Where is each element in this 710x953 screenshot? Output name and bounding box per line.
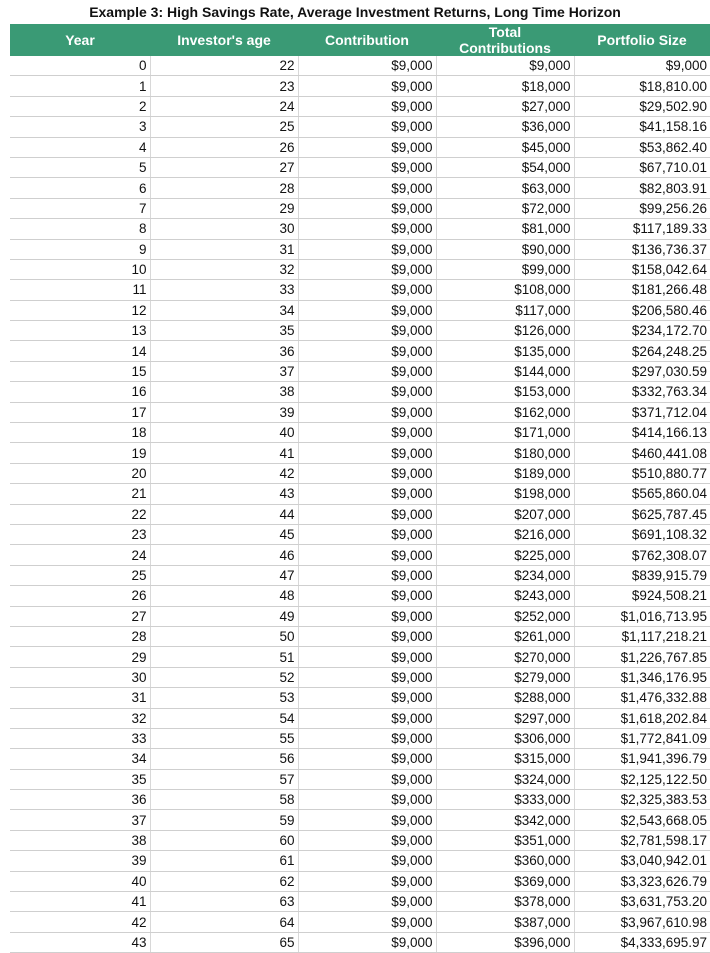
cell-portfolio-size: $53,862.40 (574, 137, 710, 157)
header-total-contributions: Total Contributions (436, 24, 574, 56)
cell-investor-age: 48 (150, 586, 298, 606)
table-row (10, 688, 710, 708)
cell-investor-age: 46 (150, 545, 298, 565)
cell-total-contributions: $135,000 (436, 341, 574, 361)
table-header (10, 24, 710, 56)
cell-contribution: $9,000 (298, 402, 436, 422)
cell-year: 18 (10, 423, 150, 443)
cell-investor-age: 65 (150, 932, 298, 952)
cell-investor-age: 27 (150, 157, 298, 177)
cell-contribution: $9,000 (298, 382, 436, 402)
table-row (10, 137, 710, 157)
cell-contribution: $9,000 (298, 830, 436, 850)
cell-total-contributions: $99,000 (436, 259, 574, 279)
cell-year: 20 (10, 463, 150, 483)
cell-total-contributions: $153,000 (436, 382, 574, 402)
table-row (10, 830, 710, 850)
cell-investor-age: 62 (150, 871, 298, 891)
cell-investor-age: 58 (150, 790, 298, 810)
cell-year: 13 (10, 321, 150, 341)
table-row (10, 361, 710, 381)
cell-year: 3 (10, 117, 150, 137)
cell-total-contributions: $324,000 (436, 769, 574, 789)
cell-portfolio-size: $414,166.13 (574, 423, 710, 443)
cell-total-contributions: $180,000 (436, 443, 574, 463)
table-row (10, 341, 710, 361)
cell-investor-age: 42 (150, 463, 298, 483)
cell-investor-age: 51 (150, 647, 298, 667)
cell-total-contributions: $279,000 (436, 667, 574, 687)
cell-contribution: $9,000 (298, 728, 436, 748)
cell-investor-age: 22 (150, 56, 298, 76)
cell-portfolio-size: $18,810.00 (574, 76, 710, 96)
table-row (10, 708, 710, 728)
header-year: Year (10, 24, 150, 56)
cell-investor-age: 28 (150, 178, 298, 198)
table-row (10, 443, 710, 463)
cell-year: 42 (10, 912, 150, 932)
cell-year: 25 (10, 565, 150, 585)
header-investor-age: Investor's age (150, 24, 298, 56)
cell-year: 14 (10, 341, 150, 361)
cell-total-contributions: $261,000 (436, 626, 574, 646)
cell-investor-age: 53 (150, 688, 298, 708)
cell-portfolio-size: $1,117,218.21 (574, 626, 710, 646)
cell-investor-age: 30 (150, 219, 298, 239)
cell-contribution: $9,000 (298, 259, 436, 279)
cell-contribution: $9,000 (298, 504, 436, 524)
cell-investor-age: 36 (150, 341, 298, 361)
cell-investor-age: 56 (150, 749, 298, 769)
cell-year: 39 (10, 851, 150, 871)
table-row (10, 851, 710, 871)
cell-investor-age: 33 (150, 280, 298, 300)
cell-portfolio-size: $82,803.91 (574, 178, 710, 198)
cell-total-contributions: $270,000 (436, 647, 574, 667)
cell-total-contributions: $252,000 (436, 606, 574, 626)
cell-portfolio-size: $158,042.64 (574, 259, 710, 279)
table-title: Example 3: High Savings Rate, Average Investment Returns, Long Time Horizon (89, 4, 621, 20)
cell-total-contributions: $315,000 (436, 749, 574, 769)
cell-portfolio-size: $234,172.70 (574, 321, 710, 341)
cell-total-contributions: $216,000 (436, 524, 574, 544)
cell-investor-age: 23 (150, 76, 298, 96)
cell-portfolio-size: $41,158.16 (574, 117, 710, 137)
table-row (10, 178, 710, 198)
table-row (10, 56, 710, 76)
cell-contribution: $9,000 (298, 219, 436, 239)
cell-year: 8 (10, 219, 150, 239)
table-row (10, 463, 710, 483)
table-row (10, 423, 710, 443)
cell-contribution: $9,000 (298, 137, 436, 157)
cell-year: 34 (10, 749, 150, 769)
table-row (10, 76, 710, 96)
cell-total-contributions: $297,000 (436, 708, 574, 728)
cell-total-contributions: $117,000 (436, 300, 574, 320)
cell-investor-age: 44 (150, 504, 298, 524)
table-row (10, 198, 710, 218)
cell-investor-age: 39 (150, 402, 298, 422)
cell-portfolio-size: $3,967,610.98 (574, 912, 710, 932)
cell-year: 29 (10, 647, 150, 667)
cell-portfolio-size: $3,040,942.01 (574, 851, 710, 871)
cell-year: 15 (10, 361, 150, 381)
cell-portfolio-size: $1,941,396.79 (574, 749, 710, 769)
cell-investor-age: 31 (150, 239, 298, 259)
cell-portfolio-size: $4,333,695.97 (574, 932, 710, 952)
cell-total-contributions: $369,000 (436, 871, 574, 891)
table-row (10, 259, 710, 279)
cell-contribution: $9,000 (298, 198, 436, 218)
cell-portfolio-size: $3,631,753.20 (574, 892, 710, 912)
cell-investor-age: 60 (150, 830, 298, 850)
cell-total-contributions: $189,000 (436, 463, 574, 483)
cell-year: 35 (10, 769, 150, 789)
cell-total-contributions: $9,000 (436, 56, 574, 76)
table-row (10, 667, 710, 687)
cell-year: 6 (10, 178, 150, 198)
cell-total-contributions: $234,000 (436, 565, 574, 585)
cell-investor-age: 38 (150, 382, 298, 402)
cell-year: 38 (10, 830, 150, 850)
cell-contribution: $9,000 (298, 708, 436, 728)
cell-contribution: $9,000 (298, 56, 436, 76)
cell-investor-age: 29 (150, 198, 298, 218)
cell-contribution: $9,000 (298, 341, 436, 361)
table-row (10, 647, 710, 667)
table-row (10, 912, 710, 932)
cell-investor-age: 52 (150, 667, 298, 687)
cell-year: 33 (10, 728, 150, 748)
cell-contribution: $9,000 (298, 749, 436, 769)
table-row (10, 382, 710, 402)
cell-portfolio-size: $117,189.33 (574, 219, 710, 239)
cell-year: 7 (10, 198, 150, 218)
cell-year: 16 (10, 382, 150, 402)
cell-total-contributions: $225,000 (436, 545, 574, 565)
cell-total-contributions: $342,000 (436, 810, 574, 830)
cell-investor-age: 54 (150, 708, 298, 728)
cell-total-contributions: $360,000 (436, 851, 574, 871)
cell-total-contributions: $396,000 (436, 932, 574, 952)
cell-portfolio-size: $1,016,713.95 (574, 606, 710, 626)
cell-investor-age: 59 (150, 810, 298, 830)
table-row (10, 606, 710, 626)
cell-year: 36 (10, 790, 150, 810)
cell-total-contributions: $162,000 (436, 402, 574, 422)
cell-investor-age: 43 (150, 484, 298, 504)
cell-portfolio-size: $762,308.07 (574, 545, 710, 565)
cell-year: 0 (10, 56, 150, 76)
table-row (10, 219, 710, 239)
cell-year: 19 (10, 443, 150, 463)
cell-portfolio-size: $29,502.90 (574, 96, 710, 116)
cell-contribution: $9,000 (298, 96, 436, 116)
cell-total-contributions: $45,000 (436, 137, 574, 157)
cell-year: 41 (10, 892, 150, 912)
cell-total-contributions: $171,000 (436, 423, 574, 443)
cell-year: 10 (10, 259, 150, 279)
cell-total-contributions: $243,000 (436, 586, 574, 606)
cell-investor-age: 41 (150, 443, 298, 463)
cell-portfolio-size: $1,772,841.09 (574, 728, 710, 748)
cell-portfolio-size: $2,781,598.17 (574, 830, 710, 850)
cell-portfolio-size: $1,618,202.84 (574, 708, 710, 728)
cell-total-contributions: $306,000 (436, 728, 574, 748)
cell-contribution: $9,000 (298, 606, 436, 626)
cell-year: 43 (10, 932, 150, 952)
cell-total-contributions: $333,000 (436, 790, 574, 810)
cell-contribution: $9,000 (298, 565, 436, 585)
cell-year: 26 (10, 586, 150, 606)
cell-year: 28 (10, 626, 150, 646)
cell-investor-age: 63 (150, 892, 298, 912)
table-row (10, 790, 710, 810)
cell-investor-age: 37 (150, 361, 298, 381)
cell-year: 5 (10, 157, 150, 177)
cell-contribution: $9,000 (298, 239, 436, 259)
cell-portfolio-size: $924,508.21 (574, 586, 710, 606)
table-row (10, 545, 710, 565)
cell-contribution: $9,000 (298, 912, 436, 932)
cell-year: 21 (10, 484, 150, 504)
cell-contribution: $9,000 (298, 851, 436, 871)
cell-investor-age: 40 (150, 423, 298, 443)
cell-portfolio-size: $565,860.04 (574, 484, 710, 504)
cell-investor-age: 45 (150, 524, 298, 544)
cell-contribution: $9,000 (298, 423, 436, 443)
cell-portfolio-size: $2,325,383.53 (574, 790, 710, 810)
cell-portfolio-size: $206,580.46 (574, 300, 710, 320)
table-row (10, 586, 710, 606)
cell-year: 31 (10, 688, 150, 708)
cell-investor-age: 34 (150, 300, 298, 320)
cell-total-contributions: $63,000 (436, 178, 574, 198)
cell-year: 11 (10, 280, 150, 300)
table-row (10, 626, 710, 646)
table-row (10, 892, 710, 912)
cell-portfolio-size: $332,763.34 (574, 382, 710, 402)
cell-total-contributions: $108,000 (436, 280, 574, 300)
cell-contribution: $9,000 (298, 667, 436, 687)
cell-total-contributions: $207,000 (436, 504, 574, 524)
table-body (10, 56, 710, 953)
cell-contribution: $9,000 (298, 892, 436, 912)
cell-investor-age: 26 (150, 137, 298, 157)
cell-investor-age: 64 (150, 912, 298, 932)
cell-year: 1 (10, 76, 150, 96)
cell-contribution: $9,000 (298, 545, 436, 565)
table-row (10, 239, 710, 259)
cell-contribution: $9,000 (298, 178, 436, 198)
table-row (10, 871, 710, 891)
cell-year: 9 (10, 239, 150, 259)
table-row (10, 565, 710, 585)
cell-contribution: $9,000 (298, 321, 436, 341)
cell-portfolio-size: $9,000 (574, 56, 710, 76)
cell-year: 4 (10, 137, 150, 157)
cell-year: 40 (10, 871, 150, 891)
cell-portfolio-size: $1,476,332.88 (574, 688, 710, 708)
cell-contribution: $9,000 (298, 688, 436, 708)
cell-total-contributions: $90,000 (436, 239, 574, 259)
table-row (10, 117, 710, 137)
cell-portfolio-size: $1,346,176.95 (574, 667, 710, 687)
cell-year: 30 (10, 667, 150, 687)
cell-investor-age: 55 (150, 728, 298, 748)
cell-portfolio-size: $297,030.59 (574, 361, 710, 381)
cell-portfolio-size: $1,226,767.85 (574, 647, 710, 667)
cell-year: 2 (10, 96, 150, 116)
cell-contribution: $9,000 (298, 626, 436, 646)
cell-investor-age: 24 (150, 96, 298, 116)
table-row (10, 769, 710, 789)
table-row (10, 810, 710, 830)
cell-contribution: $9,000 (298, 932, 436, 952)
cell-portfolio-size: $67,710.01 (574, 157, 710, 177)
cell-total-contributions: $18,000 (436, 76, 574, 96)
cell-contribution: $9,000 (298, 280, 436, 300)
cell-contribution: $9,000 (298, 810, 436, 830)
cell-total-contributions: $288,000 (436, 688, 574, 708)
table-row (10, 157, 710, 177)
table-row (10, 728, 710, 748)
cell-portfolio-size: $181,266.48 (574, 280, 710, 300)
cell-contribution: $9,000 (298, 361, 436, 381)
header-portfolio-size: Portfolio Size (574, 24, 710, 56)
cell-portfolio-size: $371,712.04 (574, 402, 710, 422)
table-row (10, 300, 710, 320)
cell-contribution: $9,000 (298, 76, 436, 96)
cell-total-contributions: $126,000 (436, 321, 574, 341)
cell-portfolio-size: $99,256.26 (574, 198, 710, 218)
cell-investor-age: 35 (150, 321, 298, 341)
cell-contribution: $9,000 (298, 790, 436, 810)
cell-investor-age: 47 (150, 565, 298, 585)
cell-contribution: $9,000 (298, 463, 436, 483)
table-row (10, 280, 710, 300)
cell-contribution: $9,000 (298, 871, 436, 891)
cell-portfolio-size: $3,323,626.79 (574, 871, 710, 891)
table-row (10, 321, 710, 341)
cell-total-contributions: $81,000 (436, 219, 574, 239)
cell-total-contributions: $351,000 (436, 830, 574, 850)
cell-year: 32 (10, 708, 150, 728)
cell-contribution: $9,000 (298, 769, 436, 789)
cell-contribution: $9,000 (298, 300, 436, 320)
cell-portfolio-size: $510,880.77 (574, 463, 710, 483)
table-row (10, 749, 710, 769)
cell-total-contributions: $378,000 (436, 892, 574, 912)
cell-total-contributions: $36,000 (436, 117, 574, 137)
cell-contribution: $9,000 (298, 443, 436, 463)
savings-table (10, 24, 710, 953)
header-contribution: Contribution (298, 24, 436, 56)
cell-investor-age: 32 (150, 259, 298, 279)
cell-year: 17 (10, 402, 150, 422)
cell-portfolio-size: $2,125,122.50 (574, 769, 710, 789)
cell-total-contributions: $387,000 (436, 912, 574, 932)
cell-investor-age: 50 (150, 626, 298, 646)
cell-contribution: $9,000 (298, 117, 436, 137)
cell-contribution: $9,000 (298, 647, 436, 667)
cell-contribution: $9,000 (298, 586, 436, 606)
cell-portfolio-size: $839,915.79 (574, 565, 710, 585)
cell-contribution: $9,000 (298, 484, 436, 504)
cell-year: 22 (10, 504, 150, 524)
cell-portfolio-size: $691,108.32 (574, 524, 710, 544)
cell-investor-age: 25 (150, 117, 298, 137)
cell-total-contributions: $54,000 (436, 157, 574, 177)
cell-total-contributions: $198,000 (436, 484, 574, 504)
cell-portfolio-size: $2,543,668.05 (574, 810, 710, 830)
table-row (10, 484, 710, 504)
cell-investor-age: 49 (150, 606, 298, 626)
cell-year: 24 (10, 545, 150, 565)
cell-year: 12 (10, 300, 150, 320)
cell-portfolio-size: $264,248.25 (574, 341, 710, 361)
table-row (10, 96, 710, 116)
cell-portfolio-size: $625,787.45 (574, 504, 710, 524)
table-row (10, 504, 710, 524)
cell-contribution: $9,000 (298, 524, 436, 544)
cell-total-contributions: $27,000 (436, 96, 574, 116)
cell-investor-age: 57 (150, 769, 298, 789)
cell-year: 27 (10, 606, 150, 626)
cell-contribution: $9,000 (298, 157, 436, 177)
table-row (10, 524, 710, 544)
cell-year: 37 (10, 810, 150, 830)
header-row (10, 24, 710, 56)
cell-total-contributions: $72,000 (436, 198, 574, 218)
cell-portfolio-size: $460,441.08 (574, 443, 710, 463)
cell-year: 23 (10, 524, 150, 544)
cell-portfolio-size: $136,736.37 (574, 239, 710, 259)
cell-investor-age: 61 (150, 851, 298, 871)
cell-total-contributions: $144,000 (436, 361, 574, 381)
table-row (10, 402, 710, 422)
